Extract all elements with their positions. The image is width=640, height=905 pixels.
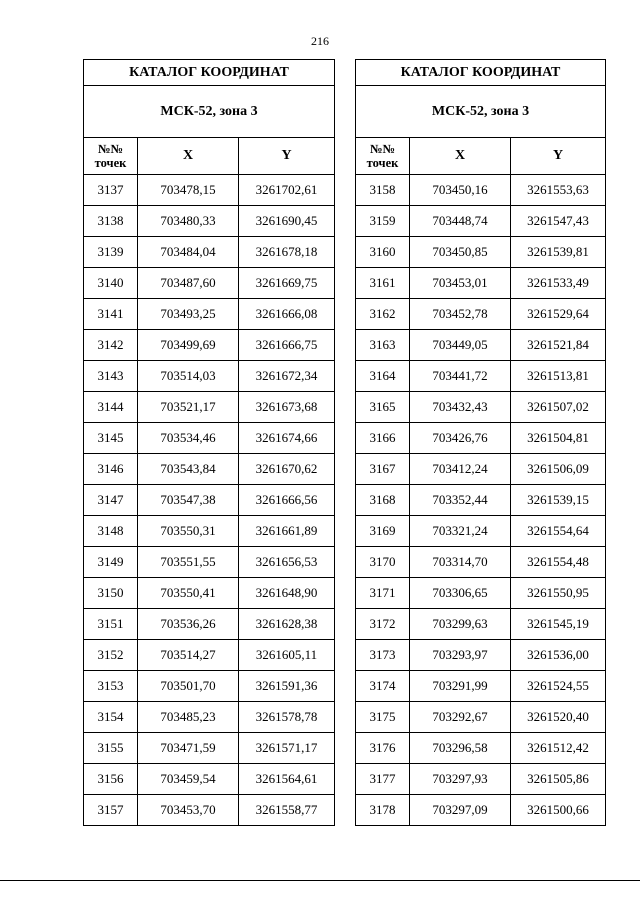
x-coordinate-cell: 703432,43 (410, 392, 511, 423)
x-coordinate-cell: 703547,38 (138, 485, 239, 516)
point-number-cell: 3160 (356, 237, 410, 268)
x-coordinate-cell: 703543,84 (138, 454, 239, 485)
point-number-cell: 3137 (84, 175, 138, 206)
table-row (84, 640, 335, 671)
point-number-cell: 3145 (84, 423, 138, 454)
y-coordinate-cell: 3261564,61 (239, 764, 335, 795)
table-row (84, 733, 335, 764)
table-row (356, 485, 606, 516)
x-coordinate-cell: 703534,46 (138, 423, 239, 454)
table-row (356, 733, 606, 764)
x-coordinate-cell: 703441,72 (410, 361, 511, 392)
y-coordinate-cell: 3261670,62 (239, 454, 335, 485)
y-coordinate-cell: 3261529,64 (511, 299, 606, 330)
point-number-cell: 3163 (356, 330, 410, 361)
point-number-cell: 3144 (84, 392, 138, 423)
point-number-cell: 3142 (84, 330, 138, 361)
column-header-point-number: №№ точек (356, 138, 410, 175)
x-coordinate-cell: 703450,85 (410, 237, 511, 268)
table-row (356, 578, 606, 609)
point-number-cell: 3156 (84, 764, 138, 795)
column-header-y: Y (239, 138, 335, 175)
point-number-cell: 3173 (356, 640, 410, 671)
x-coordinate-cell: 703493,25 (138, 299, 239, 330)
y-coordinate-cell: 3261656,53 (239, 547, 335, 578)
table-row (356, 671, 606, 702)
catalog-title: КАТАЛОГ КООРДИНАТ (84, 60, 335, 86)
point-number-cell: 3166 (356, 423, 410, 454)
x-coordinate-cell: 703426,76 (410, 423, 511, 454)
point-number-cell: 3176 (356, 733, 410, 764)
x-coordinate-cell: 703499,69 (138, 330, 239, 361)
point-number-cell: 3174 (356, 671, 410, 702)
table-row (356, 547, 606, 578)
y-coordinate-cell: 3261539,81 (511, 237, 606, 268)
y-coordinate-cell: 3261553,63 (511, 175, 606, 206)
x-coordinate-cell: 703514,27 (138, 640, 239, 671)
table-row (356, 361, 606, 392)
y-coordinate-cell: 3261513,81 (511, 361, 606, 392)
point-number-cell: 3147 (84, 485, 138, 516)
table-row (356, 423, 606, 454)
table-row (84, 237, 335, 268)
table-row (84, 423, 335, 454)
table-row (84, 578, 335, 609)
point-number-cell: 3178 (356, 795, 410, 826)
x-coordinate-cell: 703452,78 (410, 299, 511, 330)
point-number-cell: 3171 (356, 578, 410, 609)
catalog-title: КАТАЛОГ КООРДИНАТ (356, 60, 606, 86)
point-number-cell: 3161 (356, 268, 410, 299)
point-number-cell: 3141 (84, 299, 138, 330)
y-coordinate-cell: 3261674,66 (239, 423, 335, 454)
point-number-cell: 3165 (356, 392, 410, 423)
table-row (84, 671, 335, 702)
table-row (356, 175, 606, 206)
y-coordinate-cell: 3261678,18 (239, 237, 335, 268)
point-number-cell: 3158 (356, 175, 410, 206)
x-coordinate-cell: 703448,74 (410, 206, 511, 237)
y-coordinate-cell: 3261554,64 (511, 516, 606, 547)
coordinate-catalog-table-right (355, 59, 606, 826)
y-coordinate-cell: 3261500,66 (511, 795, 606, 826)
point-number-cell: 3155 (84, 733, 138, 764)
x-coordinate-cell: 703297,93 (410, 764, 511, 795)
y-coordinate-cell: 3261661,89 (239, 516, 335, 547)
point-number-cell: 3168 (356, 485, 410, 516)
table-row (356, 454, 606, 485)
x-coordinate-cell: 703292,67 (410, 702, 511, 733)
coordinate-catalog-table-left (83, 59, 335, 826)
x-coordinate-cell: 703306,65 (410, 578, 511, 609)
point-number-cell: 3159 (356, 206, 410, 237)
point-number-cell: 3143 (84, 361, 138, 392)
y-coordinate-cell: 3261520,40 (511, 702, 606, 733)
point-number-cell: 3154 (84, 702, 138, 733)
y-coordinate-cell: 3261547,43 (511, 206, 606, 237)
table-row (84, 702, 335, 733)
y-coordinate-cell: 3261506,09 (511, 454, 606, 485)
table-row (356, 609, 606, 640)
table-row (84, 175, 335, 206)
table-row (356, 764, 606, 795)
point-number-cell: 3139 (84, 237, 138, 268)
y-coordinate-cell: 3261524,55 (511, 671, 606, 702)
point-number-cell: 3149 (84, 547, 138, 578)
x-coordinate-cell: 703536,26 (138, 609, 239, 640)
y-coordinate-cell: 3261666,08 (239, 299, 335, 330)
y-coordinate-cell: 3261702,61 (239, 175, 335, 206)
x-coordinate-cell: 703485,23 (138, 702, 239, 733)
y-coordinate-cell: 3261578,78 (239, 702, 335, 733)
point-number-cell: 3140 (84, 268, 138, 299)
x-coordinate-cell: 703550,31 (138, 516, 239, 547)
table-row (84, 206, 335, 237)
table-row (356, 640, 606, 671)
x-coordinate-cell: 703514,03 (138, 361, 239, 392)
x-coordinate-cell: 703551,55 (138, 547, 239, 578)
column-header-y: Y (511, 138, 606, 175)
point-number-cell: 3172 (356, 609, 410, 640)
table-row (84, 764, 335, 795)
x-coordinate-cell: 703478,15 (138, 175, 239, 206)
y-coordinate-cell: 3261669,75 (239, 268, 335, 299)
table-row (84, 454, 335, 485)
y-coordinate-cell: 3261507,02 (511, 392, 606, 423)
y-coordinate-cell: 3261690,45 (239, 206, 335, 237)
x-coordinate-cell: 703487,60 (138, 268, 239, 299)
y-coordinate-cell: 3261571,17 (239, 733, 335, 764)
y-coordinate-cell: 3261648,90 (239, 578, 335, 609)
table-row (84, 330, 335, 361)
table-row (356, 702, 606, 733)
table-row (84, 795, 335, 826)
y-coordinate-cell: 3261539,15 (511, 485, 606, 516)
table-row (356, 237, 606, 268)
point-number-cell: 3150 (84, 578, 138, 609)
y-coordinate-cell: 3261536,00 (511, 640, 606, 671)
y-coordinate-cell: 3261505,86 (511, 764, 606, 795)
point-number-cell: 3138 (84, 206, 138, 237)
x-coordinate-cell: 703480,33 (138, 206, 239, 237)
y-coordinate-cell: 3261591,36 (239, 671, 335, 702)
x-coordinate-cell: 703471,59 (138, 733, 239, 764)
column-header-x: X (410, 138, 511, 175)
table-row (84, 361, 335, 392)
y-coordinate-cell: 3261628,38 (239, 609, 335, 640)
column-header-point-number: №№ точек (84, 138, 138, 175)
x-coordinate-cell: 703296,58 (410, 733, 511, 764)
y-coordinate-cell: 3261545,19 (511, 609, 606, 640)
x-coordinate-cell: 703297,09 (410, 795, 511, 826)
point-number-cell: 3162 (356, 299, 410, 330)
table-row (84, 547, 335, 578)
column-header-x: X (138, 138, 239, 175)
x-coordinate-cell: 703501,70 (138, 671, 239, 702)
x-coordinate-cell: 703484,04 (138, 237, 239, 268)
y-coordinate-cell: 3261673,68 (239, 392, 335, 423)
table-row (84, 392, 335, 423)
y-coordinate-cell: 3261666,56 (239, 485, 335, 516)
table-row (356, 330, 606, 361)
point-number-cell: 3164 (356, 361, 410, 392)
point-number-cell: 3169 (356, 516, 410, 547)
y-coordinate-cell: 3261533,49 (511, 268, 606, 299)
table-row (84, 485, 335, 516)
x-coordinate-cell: 703293,97 (410, 640, 511, 671)
footer-rule (0, 880, 640, 881)
table-row (84, 516, 335, 547)
catalog-subtitle: МСК-52, зона 3 (84, 86, 335, 138)
point-number-cell: 3167 (356, 454, 410, 485)
x-coordinate-cell: 703521,17 (138, 392, 239, 423)
point-number-cell: 3157 (84, 795, 138, 826)
x-coordinate-cell: 703412,24 (410, 454, 511, 485)
point-number-cell: 3148 (84, 516, 138, 547)
point-number-cell: 3177 (356, 764, 410, 795)
x-coordinate-cell: 703449,05 (410, 330, 511, 361)
x-coordinate-cell: 703299,63 (410, 609, 511, 640)
x-coordinate-cell: 703550,41 (138, 578, 239, 609)
y-coordinate-cell: 3261558,77 (239, 795, 335, 826)
x-coordinate-cell: 703352,44 (410, 485, 511, 516)
point-number-cell: 3152 (84, 640, 138, 671)
table-row (84, 299, 335, 330)
point-number-cell: 3151 (84, 609, 138, 640)
table-row (356, 299, 606, 330)
catalog-subtitle: МСК-52, зона 3 (356, 86, 606, 138)
y-coordinate-cell: 3261554,48 (511, 547, 606, 578)
x-coordinate-cell: 703453,01 (410, 268, 511, 299)
table-row (84, 268, 335, 299)
table-row (356, 206, 606, 237)
x-coordinate-cell: 703321,24 (410, 516, 511, 547)
x-coordinate-cell: 703291,99 (410, 671, 511, 702)
point-number-cell: 3146 (84, 454, 138, 485)
table-row (356, 392, 606, 423)
x-coordinate-cell: 703459,54 (138, 764, 239, 795)
y-coordinate-cell: 3261512,42 (511, 733, 606, 764)
point-number-cell: 3153 (84, 671, 138, 702)
table-row (356, 516, 606, 547)
y-coordinate-cell: 3261504,81 (511, 423, 606, 454)
x-coordinate-cell: 703314,70 (410, 547, 511, 578)
point-number-cell: 3175 (356, 702, 410, 733)
table-row (356, 268, 606, 299)
point-number-cell: 3170 (356, 547, 410, 578)
x-coordinate-cell: 703453,70 (138, 795, 239, 826)
x-coordinate-cell: 703450,16 (410, 175, 511, 206)
page-number: 216 (311, 34, 329, 48)
y-coordinate-cell: 3261521,84 (511, 330, 606, 361)
y-coordinate-cell: 3261672,34 (239, 361, 335, 392)
y-coordinate-cell: 3261550,95 (511, 578, 606, 609)
y-coordinate-cell: 3261666,75 (239, 330, 335, 361)
table-row (356, 795, 606, 826)
y-coordinate-cell: 3261605,11 (239, 640, 335, 671)
table-row (84, 609, 335, 640)
